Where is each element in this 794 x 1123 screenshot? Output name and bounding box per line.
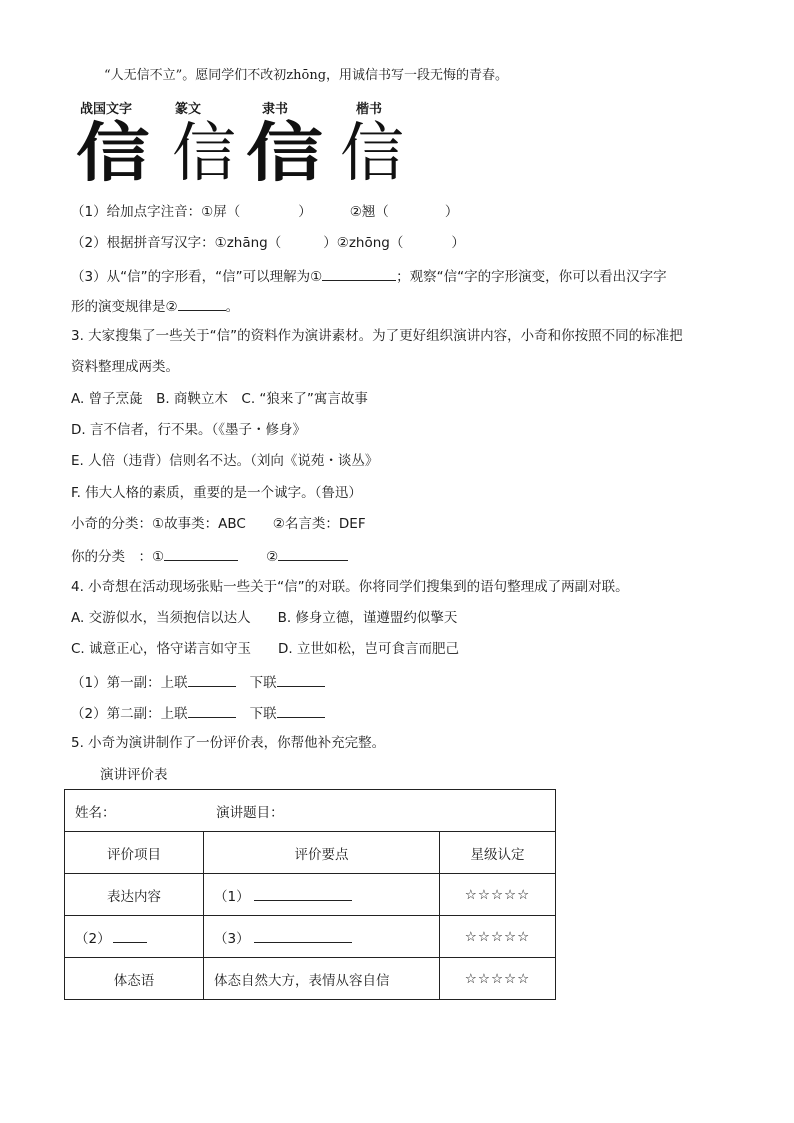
- name-topic-cell: [65, 790, 556, 832]
- glyph-warring-states: 信: [76, 116, 150, 191]
- q3-your-class-blank-1[interactable]: [164, 546, 238, 561]
- q2-part2-prompt: （2）根据拼音写汉字：①zhāng（: [71, 235, 282, 251]
- row3-point: 体态自然大方，表情从容自信: [204, 958, 440, 1000]
- table-row: [65, 958, 556, 1000]
- q2-part1-a: ①屏（: [201, 204, 241, 220]
- q2-part3-line2: [71, 296, 239, 316]
- q2-part3-blank-1[interactable]: [322, 266, 396, 281]
- intro-quote: “人无信不立”。愿同学们不改初zhōng，用诚信书写一段无悔的青春。: [104, 68, 509, 83]
- xin-character-evolution: [0, 118, 794, 190]
- row1-point-label: （1）: [214, 888, 250, 905]
- q4-pair1-upper-blank[interactable]: [188, 672, 236, 687]
- q3-your-classification: [71, 546, 348, 566]
- row2-item-label: （2）: [75, 930, 111, 947]
- q2-part1-a-close: ）: [298, 204, 312, 220]
- row1-point: [204, 874, 440, 916]
- header-item: 评价项目: [65, 832, 204, 874]
- label-regular: 楷书: [356, 102, 383, 117]
- table-row-name: [65, 790, 556, 832]
- header-stars: 星级认定: [440, 832, 556, 874]
- q4-pair1-upper-label: （1）第一副：上联: [71, 675, 188, 691]
- q3-prompt-line1: 3. 大家搜集了一些关于“信”的资料作为演讲素材。为了更好组织演讲内容，小奇和你按照不同的标准把: [71, 328, 683, 344]
- glyph-seal: 信: [172, 117, 238, 191]
- row2-item: [65, 916, 204, 958]
- q2-part3-line1: [71, 266, 667, 286]
- q3-prompt-line2: 资料整理成两类。: [71, 359, 179, 375]
- q3-option-f: F. 伟大人格的素质，重要的是一个诚字。（鲁迅）: [71, 485, 362, 501]
- q2-part1-b: ②翘（: [349, 204, 389, 220]
- evaluation-table-title: 演讲评价表: [100, 767, 168, 783]
- q2-part2: [71, 234, 465, 252]
- q2-part1-b-close: ）: [444, 204, 459, 220]
- row1-item: 表达内容: [65, 874, 204, 916]
- glyph-regular: 信: [340, 117, 404, 191]
- glyph-clerical: 信: [246, 116, 323, 191]
- q5-prompt: 5. 小奇为演讲制作了一份评价表，你帮他补充完整。: [71, 735, 386, 751]
- q4-pair1-lower-blank[interactable]: [277, 672, 325, 687]
- row3-item: 体态语: [65, 958, 204, 1000]
- row2-point-label: （3）: [214, 930, 250, 947]
- q3-option-d: D. 言不信者，行不果。（《墨子・修身》: [71, 422, 306, 438]
- q4-option-ab: A. 交游似水，当须抱信以达人 B. 修身立德，谨遵盟约似擎天: [71, 610, 458, 626]
- label-warring-states: 战国文字: [80, 102, 133, 117]
- q4-pair2-upper-label: （2）第二副：上联: [71, 706, 188, 722]
- q3-xiaoqi-classification: 小奇的分类：①故事类：ABC ②名言类：DEF: [71, 516, 366, 532]
- q3-option-abc: A. 曾子烹彘 B. 商鞅立木 C. “狼来了”寓言故事: [71, 391, 368, 407]
- name-label: 姓名：: [75, 804, 116, 821]
- evaluation-table: [64, 789, 556, 1000]
- label-seal: 篆文: [175, 102, 202, 117]
- q4-pair-1: [71, 672, 325, 692]
- table-header-row: [65, 832, 556, 874]
- row2-item-blank[interactable]: [113, 928, 147, 943]
- topic-label: 演讲题目：: [216, 804, 284, 821]
- table-row: [65, 916, 556, 958]
- q2-part2-close: ）: [451, 235, 465, 251]
- q4-pair2-lower-blank[interactable]: [277, 703, 325, 718]
- q2-part3-prompt: （3）从“信”的字形看，“信”可以理解为①: [71, 269, 323, 285]
- q3-your-class-blank-2[interactable]: [278, 546, 348, 561]
- label-clerical: 隶书: [262, 102, 289, 117]
- q2-part2-mid: ）②zhōng（: [323, 235, 404, 251]
- row2-point: [204, 916, 440, 958]
- row1-stars[interactable]: ☆☆☆☆☆: [440, 874, 556, 916]
- q2-part3-prompt-cont: ；观察“信“字的字形演变，你可以看出汉字字: [396, 269, 667, 285]
- q4-pair2-upper-blank[interactable]: [188, 703, 236, 718]
- q2-part3-period: 。: [225, 299, 240, 315]
- q3-your-class-2: ②: [266, 549, 279, 565]
- q4-pair1-lower-label: 下联: [249, 675, 277, 691]
- row1-point-blank[interactable]: [254, 886, 352, 901]
- table-row: [65, 874, 556, 916]
- q4-pair-2: [71, 703, 325, 723]
- q2-part1: [71, 203, 458, 221]
- q4-option-cd: C. 诚意正心，恪守诺言如守玉 D. 立世如松，岂可食言而肥己: [71, 641, 459, 657]
- q2-part3-prompt-2: 形的演变规律是②: [71, 299, 178, 315]
- q3-option-e: E. 人倍（违背）信则名不达。（刘向《说苑・谈丛》: [71, 453, 379, 469]
- q4-pair2-lower-label: 下联: [249, 706, 277, 722]
- q2-part1-prompt: （1）给加点字注音：: [71, 204, 202, 220]
- header-point: 评价要点: [204, 832, 440, 874]
- script-style-labels: [0, 98, 794, 118]
- q2-part3-blank-2[interactable]: [178, 296, 226, 311]
- q3-your-classification-label: 你的分类 ：①: [71, 549, 165, 565]
- row3-stars[interactable]: ☆☆☆☆☆: [440, 958, 556, 1000]
- q4-prompt: 4. 小奇想在活动现场张贴一些关于“信”的对联。你将同学们搜集到的语句整理成了两副对联。: [71, 579, 629, 595]
- row2-stars[interactable]: ☆☆☆☆☆: [440, 916, 556, 958]
- row2-point-blank[interactable]: [254, 928, 352, 943]
